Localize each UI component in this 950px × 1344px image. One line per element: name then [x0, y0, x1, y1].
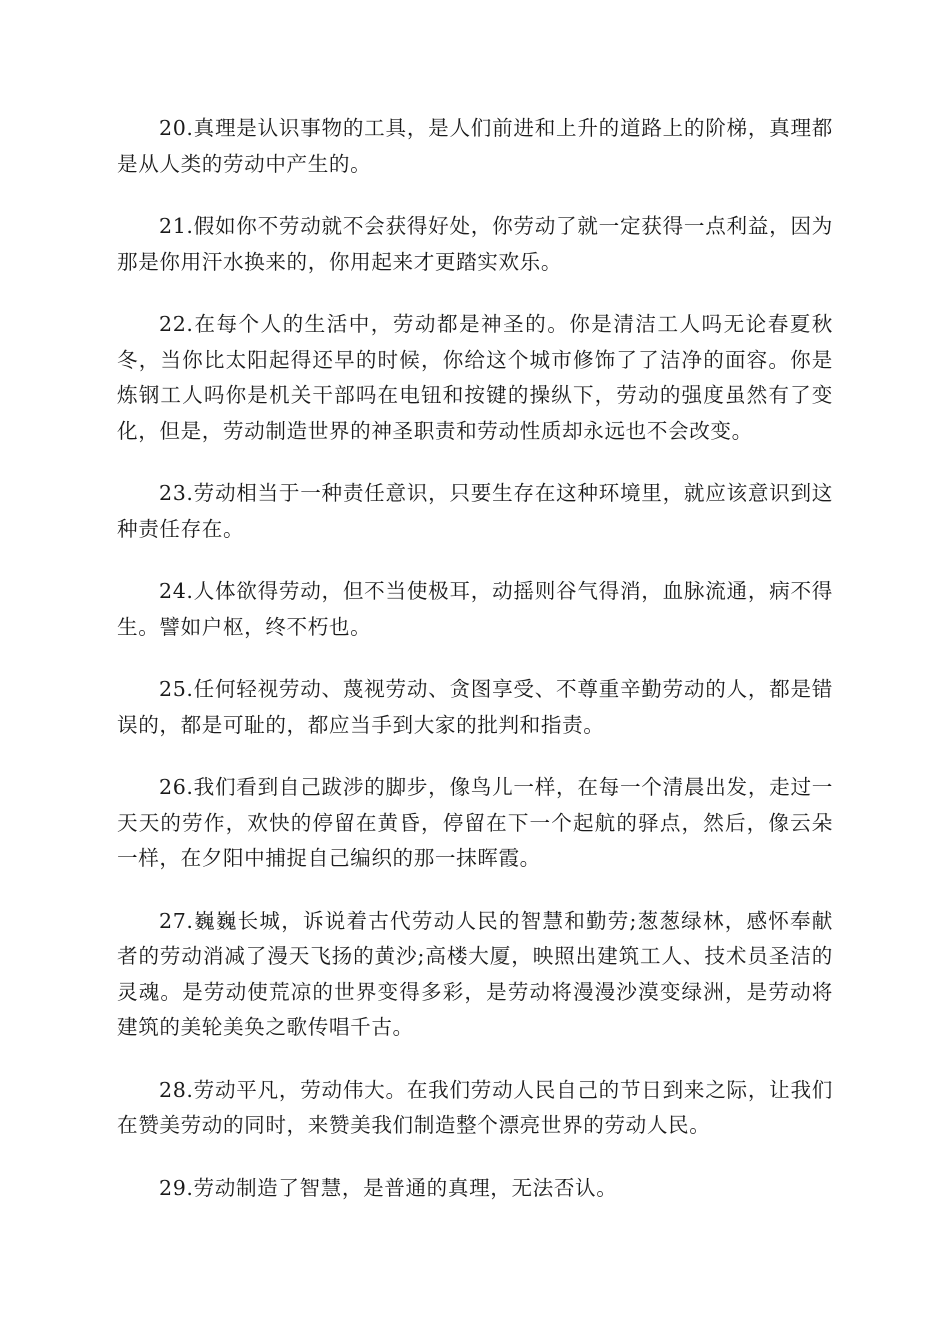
quote-paragraph-20: 20.真理是认识事物的工具，是人们前进和上升的道路上的阶梯，真理都是从人类的劳动中产生的。 [117, 116, 833, 176]
document-body [117, 111, 833, 1233]
quote-paragraph-26: 26.我们看到自己跋涉的脚步，像鸟儿一样，在每一个清晨出发，走过一天天的劳作，欢快的停留在黄昏，停留在下一个起航的驿点，然后，像云朵一样，在夕阳中捕捉自己编织的那一抹晖霞。 [117, 775, 833, 870]
quote-paragraph-23: 23.劳动相当于一种责任意识，只要生存在这种环境里，就应该意识到这种责任存在。 [117, 481, 833, 541]
quote-paragraph-28: 28.劳动平凡，劳动伟大。在我们劳动人民自己的节日到来之际，让我们在赞美劳动的同时，来赞美我们制造整个漂亮世界的劳动人民。 [117, 1077, 833, 1137]
quote-paragraph-24: 24.人体欲得劳动，但不当使极耳，动摇则谷气得消，血脉流通，病不得生。譬如户枢，终不朽也。 [117, 579, 833, 639]
quote-paragraph-29: 29.劳动制造了智慧，是普通的真理，无法否认。 [159, 1175, 618, 1200]
quote-paragraph-27: 27.巍巍长城，诉说着古代劳动人民的智慧和勤劳;葱葱绿林，感怀奉献者的劳动消减了漫天飞扬的黄沙;高楼大厦，映照出建筑工人、技术员圣洁的灵魂。是劳动使荒凉的世界变得多彩，是劳动将漫漫沙漠变绿洲，是劳动将建筑的美轮美奂之歌传唱千古。 [117, 908, 833, 1039]
quote-paragraph-21: 21.假如你不劳动就不会获得好处，你劳动了就一定获得一点利益，因为那是你用汗水换来的，你用起来才更踏实欢乐。 [117, 214, 833, 274]
quote-paragraph-22: 22.在每个人的生活中，劳动都是神圣的。你是清洁工人吗无论春夏秋冬，当你比太阳起得还早的时候，你给这个城市修饰了了洁净的面容。你是炼钢工人吗你是机关干部吗在电钮和按键的操纵下，劳动的强度虽然有了变化，但是，劳动制造世界的神圣职责和劳动性质却永远也不会改变。 [117, 312, 833, 443]
quote-paragraph-25: 25.任何轻视劳动、蔑视劳动、贪图享受、不尊重辛勤劳动的人，都是错误的，都是可耻的，都应当手到大家的批判和指责。 [117, 677, 833, 737]
